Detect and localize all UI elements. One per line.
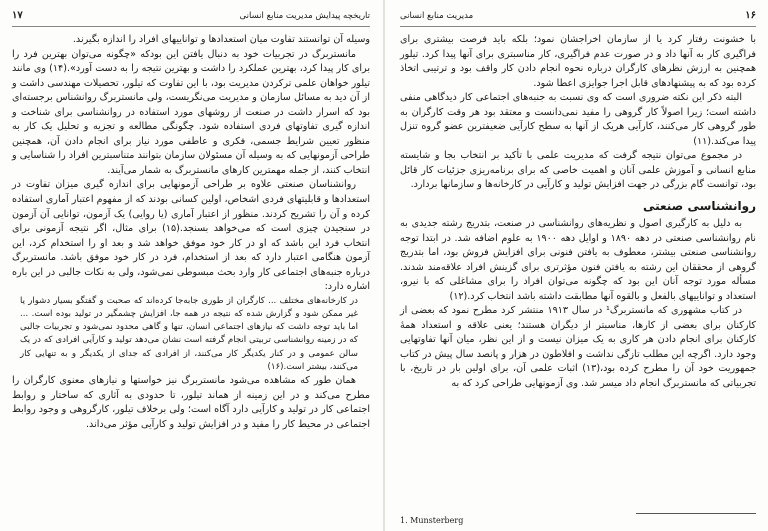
right-page-number: ۱۶ <box>745 10 756 21</box>
left-page-number: ۱۷ <box>12 10 23 21</box>
left-header-title: تاریخچه پیدایش مدیریت منابع انسانی <box>239 11 370 21</box>
right-paragraph-2: البته ذکر این نکته ضروری است که وی نسبت به جنبه‌های اجتماعی کار دیدگاهی منفی داشته است؛ زیرا اصولاً کار گروهی را مفید نمی‌دانست و معتقد بود هر وقت کارگران به طور گروهی کار می‌کنند، کارآیی هریک از آنها به سطح کارآیی ضعیفترین عضو گروه تنزل پیدا می‌کند.(۱۱) <box>400 92 756 147</box>
right-header-title: مدیریت منابع انسانی <box>400 11 474 21</box>
left-quote: در کارخانه‌های مختلف ... کارگران از طوری جابه‌جا کرده‌اند که صحبت و گفتگو بسیار دشوار یا غیر ممکن شود و گزارش شده که نتیجه در همه جا، افزایش چشمگیر در تولید بوده است. ... اما باید توجه داشت که نیازهای اجتماعی انسان، تنها و گاهی محدود نمی‌شود و تجربیات جالبی که در زمینه روانشناسی تربیتی انجام گرفته است نشان می‌دهد تولید و کارآیی افرادی که در یک سالن عمومی و در کنار یکدیگر کار می‌کنند، از افرادی که جدای از یکدیگر و به تنهایی کار می‌کنند، بیشتر است.(۱۶) <box>20 295 358 372</box>
right-paragraph-5: در کتاب مشهوری که مانستربرگ¹ در سال ۱۹۱۳ منتشر کرد مطرح نمود که بعضی از کارکنان برای بعضی از کارها، مناسبتر از دیگران هستند؛ یعنی علاقه و استعداد همهٔ کارکنان برای انجام دادن هر کاری به یک میزان نیست و از این نظر، میان آنها تفاوتهایی وجود دارد. اگرچه این مطلب تازگی نداشت و افلاطون در هزار و پانصد سال پیش در کتاب جمهوریت خود آن را مطرح کرده بود،(۱۳) اثبات علمی آن، برای اولین بار در تاریخ، با تجربیاتی که مانستربرگ انجام داد میسر شد. وی آزمونهایی طراحی کرد که به <box>400 305 757 390</box>
right-page <box>384 0 768 531</box>
section-heading: روانشناسی صنعتی <box>642 199 756 214</box>
left-closing-paragraph: همان طور که مشاهده می‌شود مانستربرگ نیز خواستها و نیازهای معنوی کارگران را مطرح می‌کند و در این زمینه از هماند تیلور، تا حدودی به آثاری که ساختار و روابط اجتماعی کار در تولید و کارآیی دارد آگاه است؛ ولی برخلاف تیلور، کارگروهی و وجود روابط اجتماعی در محیط کار را مفید و در افزایش تولید و کارآیی مؤثر می‌داند. <box>12 375 370 430</box>
left-paragraph-3: روانشناسان صنعتی علاوه بر طراحی آزمونهایی برای اندازه گیری میزان تفاوت در استعدادها و قابلیتهای فردی اشخاص، اولین کسانی بودند که از مفهوم اعتبار آماری استفاده کرده و آن را تشریح کردند. منظور از اعتبار آماری (یا روایی) یک آزمون، توانایی آن آزمون در سنجیدن چیزی است که می‌خواهد بسنجد.(۱۵) برای مثال، اگر نتیجه آزمونی برای انتخاب فرد این باشد که او در کار خود موفق خواهد شد و بعد او را استخدام کرد، این آزمون هنگامی اعتبار دارد که بعد از استخدام، فرد در کار خود موفق باشد. مانستربرگ درباره جنبه‌های اجتماعی کار وارد بحث مبسوطی نمی‌شود، ولی به نکات جالبی در این باره اشاره دارد: <box>12 179 370 293</box>
right-paragraph-4: به دلیل به کارگیری اصول و نظریه‌های روانشناسی در صنعت، بتدریج رشته جدیدی به نام روانشناسی صنعتی در دهه ۱۸۹۰ و اوایل دهه ۱۹۰۰ به علوم اضافه شد. در ابتدا توجه روانشناسی صنعتی بیشتر، معطوف به یافتن فنونی برای افزایش فروش بود، اما بتدریج گروهی از محققان این رشته به یافتن فنون مؤثرتری برای گزینش افراد علاقه‌مند شدند. مسأله مورد توجه آنان این بود که چگونه می‌توان افراد را برای مشاغلی که با نیرو، استعداد و تواناییهای بالفعل و بالقوه آنها مطابقت داشته باشد انتخاب کرد.(۱۲) <box>400 218 756 302</box>
footnote: 1. Munsterberg <box>400 516 464 525</box>
footnote-rule <box>636 513 756 514</box>
left-paragraph-1: وسیله آن توانستند تفاوت میان استعدادها و تواناییهای افراد را اندازه بگیرند. <box>72 34 370 45</box>
left-paragraph-2: مانستربرگ در تجربیات خود به دنبال یافتن این بودکه «چگونه می‌توان بهترین فرد را برای کار پیدا کرد، بهترین عملکرد را داشت و بهترین نتیجه را به دست آورد».(۱۴) وی مانند تیلور خواهان علمی ترکردن مدیریت بود، با این تفاوت که تیلور، تحصیلات مهندسی داشت و از آن دید به مسائل سازمان و مدیریت می‌نگریست، ولی مانستربرگ روانشناس برجسته‌ای بود که اسرار داشت در صنعت از روشهای مورد استفاده در روانشناسی برای شناخت و اندازه گیری تفاوتهای فردی استفاده شود. چگونگی مطالعه و تجزیه و تحلیل یک کار به منظور تعیین شرایط جسمی، فکری و عاطفی مورد نیاز برای انجام دادن آن، همچنین طراحی آزمونهایی که به وسیله آن مسئولان سازمان بتوانند متناسبترین افراد را شناسایی و انتخاب کنند، از جمله مهمترین کارهای مانستربرگ به شمار می‌آیند. <box>12 48 370 176</box>
right-paragraph-3: در مجموع می‌توان نتیجه گرفت که مدیریت علمی با تأکید بر انتخاب بجا و شایسته منابع انسانی و آموزش علمی آنان و اهمیت خاصی که برای برنامه‌ریزی جزئیات کار قائل بود، توانست گام بزرگی در جهت افزایش تولید و کارآیی در کارخانه‌ها و سازمانها بردارد. <box>400 150 756 191</box>
footnote-area <box>400 513 756 525</box>
right-paragraph-1: با خشونت رفتار کرد یا از سازمان اخراجشان نمود؛ بلکه باید فرصت بیشتری برای فراگیری کار به آنها داد و در صورت عدم فراگیری، کار مناسبتری برای آنها پیدا کرد. تیلور همچنین به ارزش نظرهای کارگران درباره نحوه انجام دادن کار واقف بود و ترتیبی اتخاذ کرده بود که به پیشنهادهای قابل اجرا جوایزی اعطا شود. <box>400 34 756 89</box>
right-page-header <box>400 6 756 27</box>
left-page-header <box>12 6 370 27</box>
